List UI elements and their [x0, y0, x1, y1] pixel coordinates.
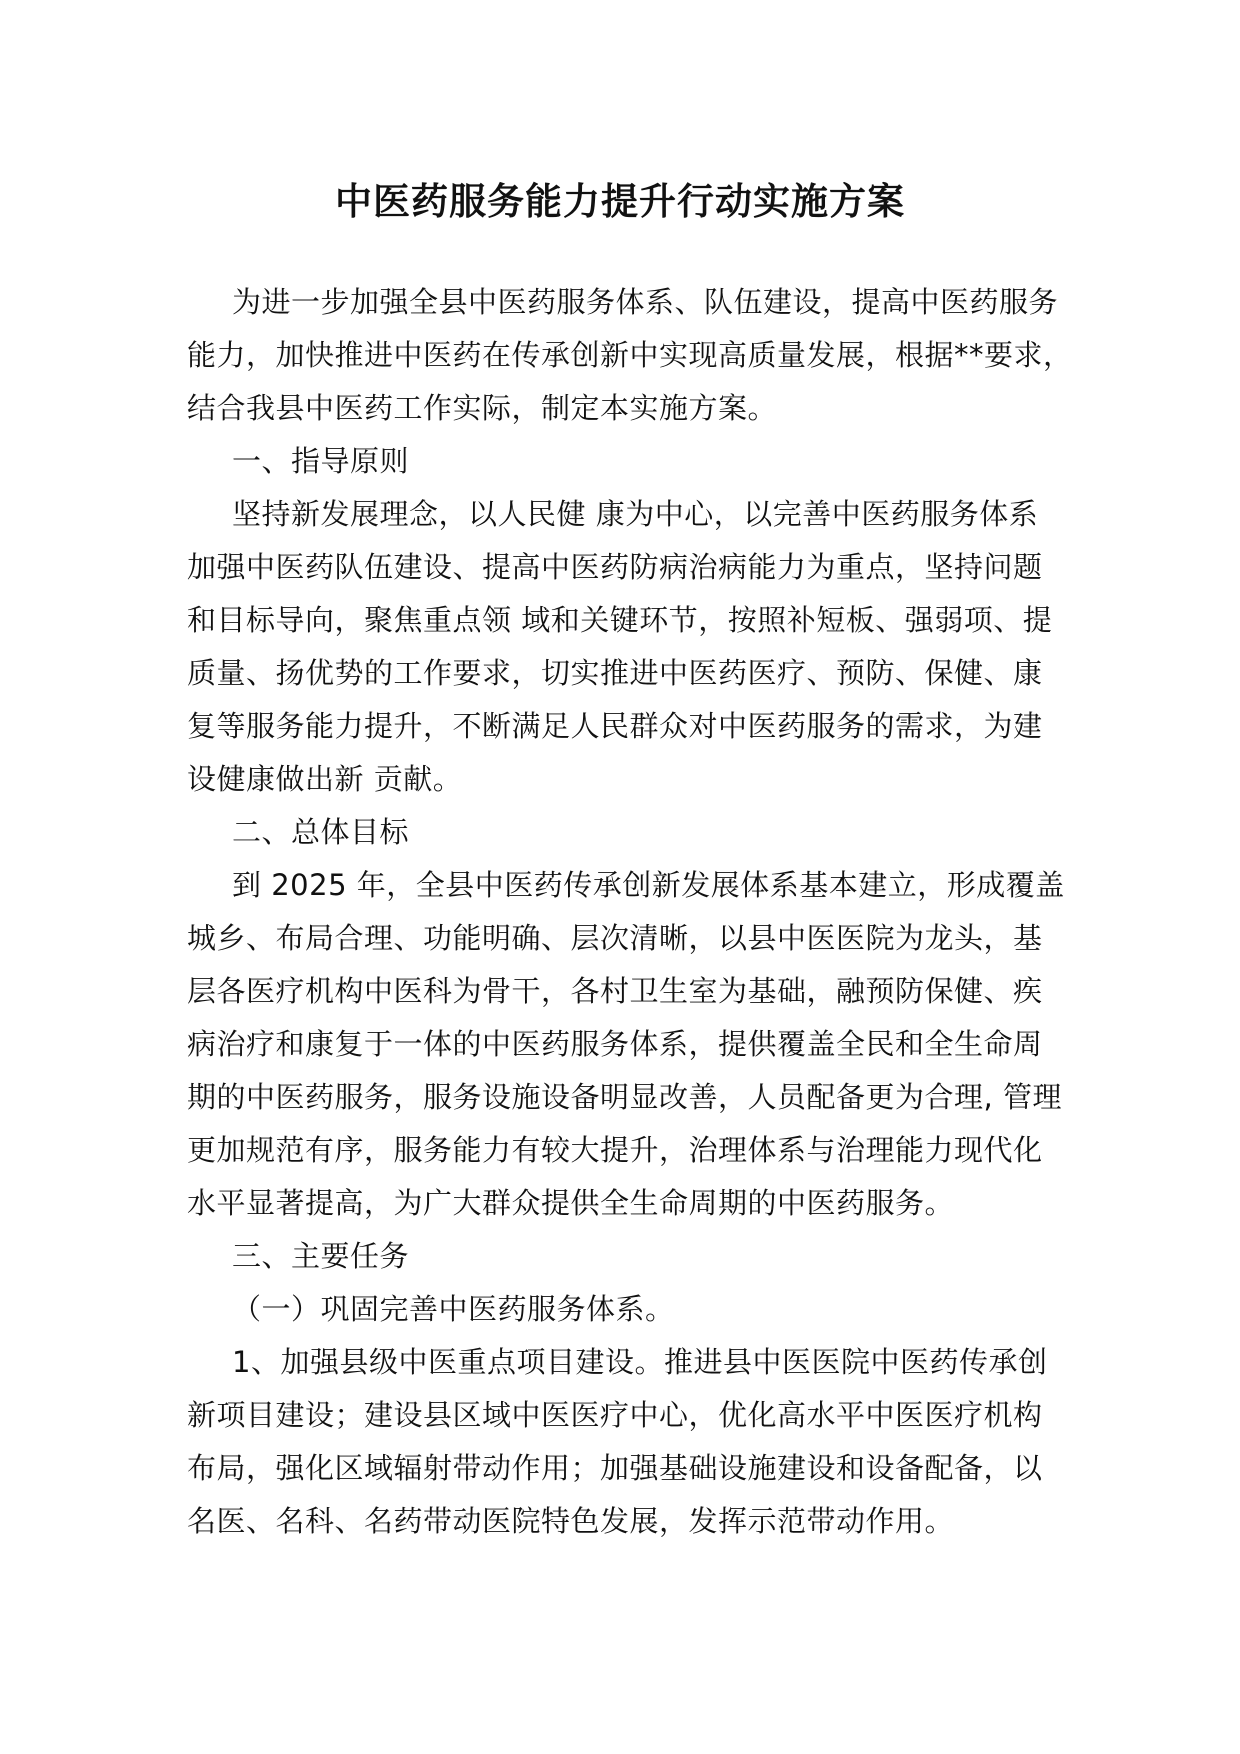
body-line: 城乡、布局合理、功能明确、层次清晰，以县中医医院为龙头，基	[187, 921, 1043, 955]
document-title: 中医药服务能力提升行动实施方案	[335, 179, 905, 223]
body-line: 名医、名科、名药带动医院特色发展，发挥示范带动作用。	[187, 1504, 955, 1538]
body-line: 新项目建设；建设县区域中医医疗中心，优化高水平中医医疗机构	[187, 1398, 1043, 1432]
body-line: 更加规范有序，服务能力有较大提升，治理体系与治理能力现代化	[187, 1133, 1043, 1167]
section-heading: 二、总体目标	[232, 815, 410, 849]
body-line: 期的中医药服务，服务设施设备明显改善，人员配备更为合理, 管理	[187, 1080, 1062, 1114]
body-line: 到 2025 年，全县中医药传承创新发展体系基本建立，形成覆盖	[232, 868, 1065, 902]
body-line: 质量、扬优势的工作要求，切实推进中医药医疗、预防、保健、康	[187, 656, 1043, 690]
subsection-heading: （一）巩固完善中医药服务体系。	[232, 1292, 675, 1326]
body-line: 层各医疗机构中医科为骨干，各村卫生室为基础，融预防保健、疾	[187, 974, 1043, 1008]
section-heading: 一、指导原则	[232, 444, 410, 478]
body-line: 1、加强县级中医重点项目建设。推进县中医医院中医药传承创	[232, 1345, 1048, 1379]
body-line: 复等服务能力提升，不断满足人民群众对中医药服务的需求，为建	[187, 709, 1043, 743]
body-line: 和目标导向，聚焦重点领 域和关键环节，按照补短板、强弱项、提	[187, 603, 1053, 637]
section-heading: 三、主要任务	[232, 1239, 410, 1273]
body-line: 病治疗和康复于一体的中医药服务体系，提供覆盖全民和全生命周	[187, 1027, 1043, 1061]
body-line: 布局，强化区域辐射带动作用；加强基础设施建设和设备配备，以	[187, 1451, 1043, 1485]
body-line: 能力，加快推进中医药在传承创新中实现高质量发展，根据**要求，	[187, 338, 1073, 372]
body-line: 加强中医药队伍建设、提高中医药防病治病能力为重点，坚持问题	[187, 550, 1043, 584]
body-line: 坚持新发展理念，以人民健 康为中心，以完善中医药服务体系	[232, 497, 1039, 531]
body-line: 结合我县中医药工作实际，制定本实施方案。	[187, 391, 778, 425]
body-line: 为进一步加强全县中医药服务体系、队伍建设，提高中医药服务	[232, 285, 1059, 319]
body-line: 设健康做出新 贡献。	[187, 762, 463, 796]
body-line: 水平显著提高，为广大群众提供全生命周期的中医药服务。	[187, 1186, 955, 1220]
